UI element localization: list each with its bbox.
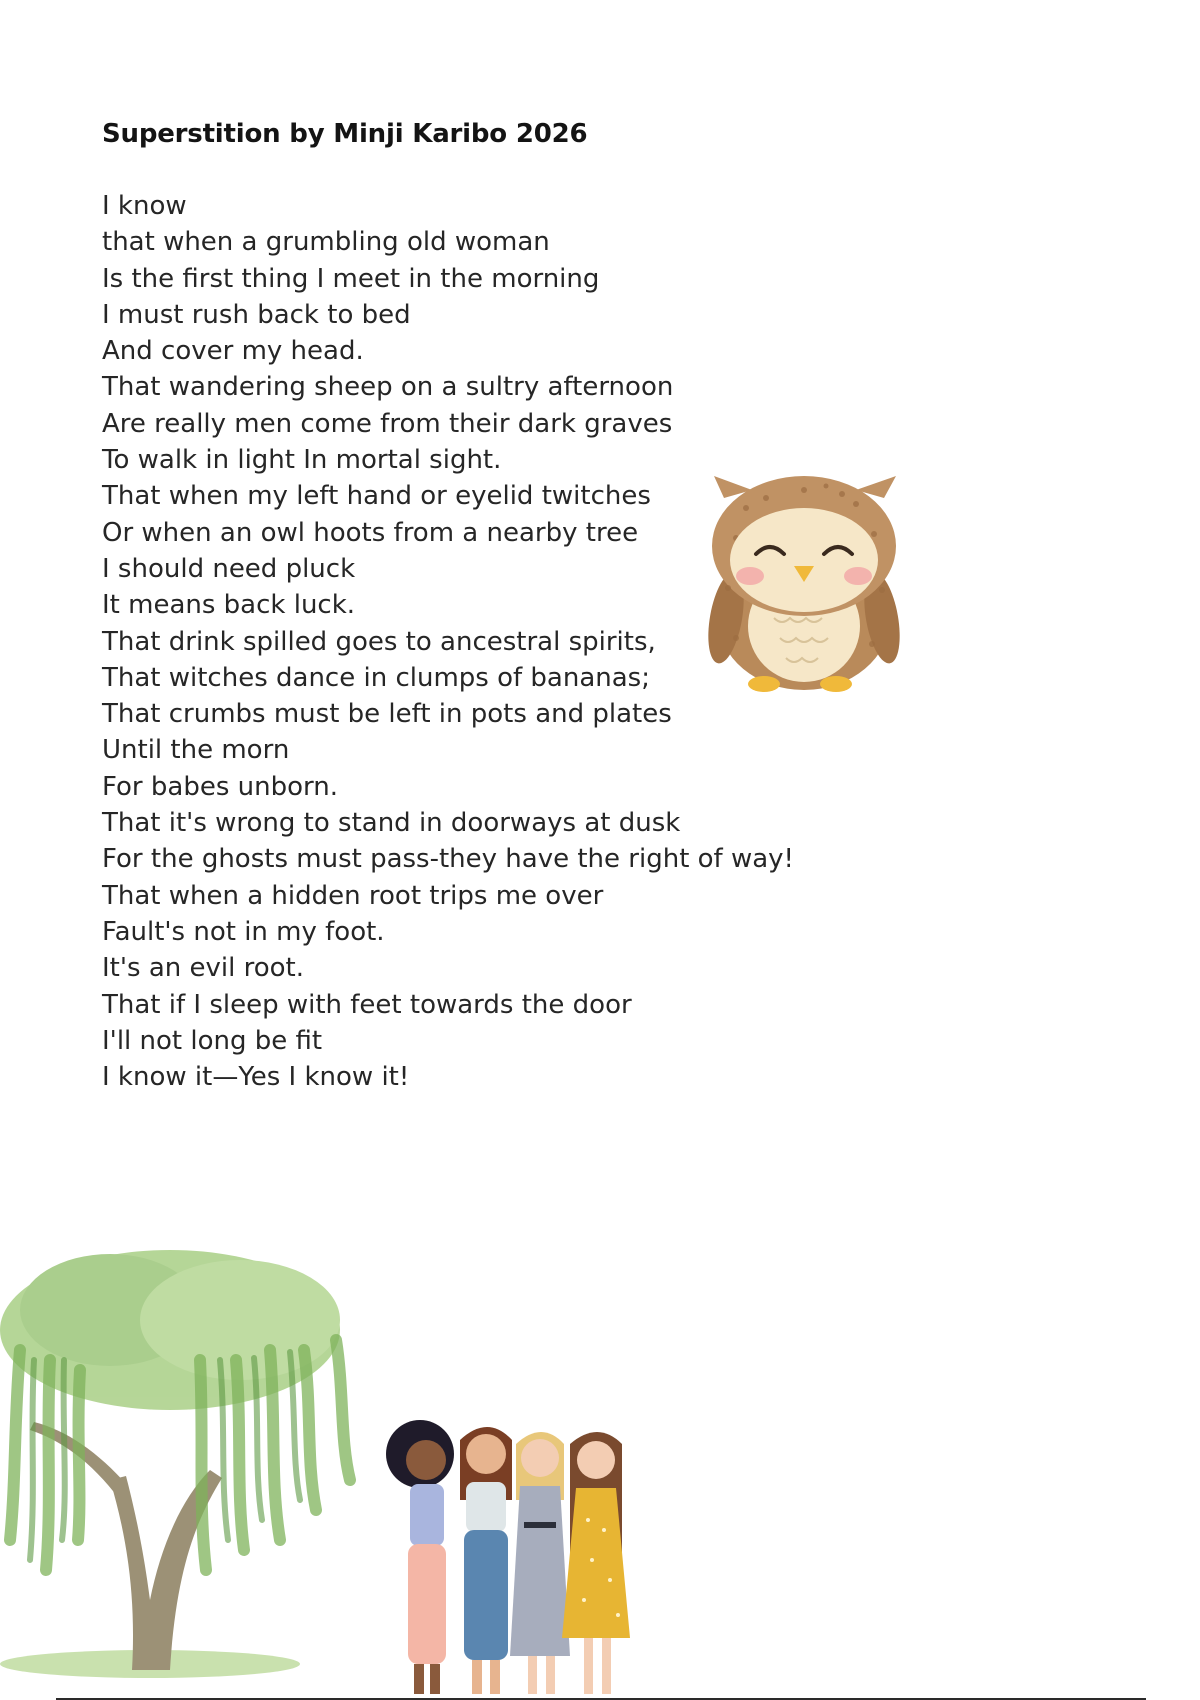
poem-line: For the ghosts must pass-they have the right of way! (102, 844, 794, 875)
poem-line: For babes unborn. (102, 771, 338, 802)
poem-line: It means back luck. (102, 590, 356, 621)
poem-line: I know it—Yes I know it! (102, 1062, 410, 1093)
poem-line: That when my left hand or eyelid twitches (102, 481, 651, 512)
poem-line: That it's wrong to stand in doorways at dusk (102, 808, 681, 839)
poem-line: I know (102, 191, 187, 221)
poem-line: that when a grumbling old woman (102, 227, 550, 258)
poem-line: That witches dance in clumps of bananas; (102, 662, 650, 693)
willow-tree-illustration (0, 1240, 370, 1680)
owl-illustration (706, 468, 902, 696)
poem-line: That drink spilled goes to ancestral spirits, (102, 626, 656, 657)
poem-line: That wandering sheep on a sultry afternoon (102, 372, 674, 403)
poem-line: I must rush back to bed (102, 299, 411, 330)
poem-title: Superstition by Minji Karibo 2026 (102, 119, 588, 149)
poem-line: To walk in light In mortal sight. (102, 445, 502, 476)
poem-line: And cover my head. (102, 336, 364, 367)
poem-line: I'll not long be fit (102, 1025, 323, 1056)
poem-line: Until the morn (102, 735, 290, 766)
poem-body (102, 188, 794, 1095)
poem-line: That when a hidden root trips me over (102, 880, 604, 911)
poem-line: That if I sleep with feet towards the door (102, 989, 632, 1020)
poem-line: Is the first thing I meet in the morning (102, 263, 600, 294)
poem-line: I should need pluck (102, 553, 356, 584)
four-girls-illustration (378, 1410, 658, 1700)
poem-line: It's an evil root. (102, 953, 304, 984)
poem-line: Are really men come from their dark graves (102, 408, 673, 439)
poem-line: Fault's not in my foot. (102, 916, 385, 947)
poem-line: That crumbs must be left in pots and plates (102, 699, 672, 730)
poem-line: Or when an owl hoots from a nearby tree (102, 517, 639, 548)
